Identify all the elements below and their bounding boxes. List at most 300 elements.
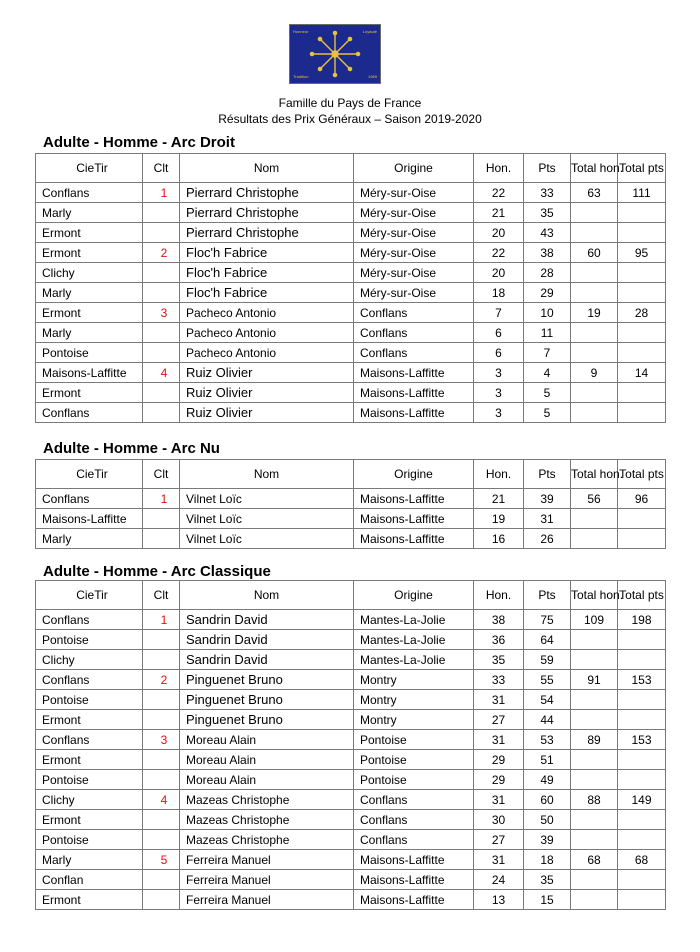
cell-total-hon: 56 xyxy=(571,489,618,509)
table-header-row xyxy=(36,154,666,183)
cell-pts: 18 xyxy=(524,850,571,870)
results-table xyxy=(35,153,666,423)
cell-pts: 50 xyxy=(524,810,571,830)
cell-hon: 31 xyxy=(474,730,524,750)
cell-origine: Maisons-Laffitte xyxy=(354,850,474,870)
column-header-nom: Nom xyxy=(180,460,354,489)
cell-cie: Conflans xyxy=(36,730,143,750)
cell-cie: Maisons-Laffitte xyxy=(36,363,143,383)
cell-origine: Maisons-Laffitte xyxy=(354,870,474,890)
cell-hon: 21 xyxy=(474,489,524,509)
cell-total-hon: 9 xyxy=(571,363,618,383)
table-row xyxy=(36,403,666,423)
cell-total-hon xyxy=(571,750,618,770)
cell-nom: Mazeas Christophe xyxy=(180,790,354,810)
table-row xyxy=(36,710,666,730)
cell-cie: Ermont xyxy=(36,223,143,243)
cell-total-hon: 63 xyxy=(571,183,618,203)
cell-cie: Ermont xyxy=(36,810,143,830)
cell-origine: Méry-sur-Oise xyxy=(354,243,474,263)
cell-total-pts xyxy=(618,870,666,890)
column-header-origine: Origine xyxy=(354,154,474,183)
cell-nom: Sandrin David xyxy=(180,630,354,650)
cell-total-pts: 149 xyxy=(618,790,666,810)
cell-clt: 3 xyxy=(143,730,180,750)
cell-origine: Maisons-Laffitte xyxy=(354,890,474,910)
cell-total-pts xyxy=(618,343,666,363)
cell-clt xyxy=(143,710,180,730)
cell-pts: 38 xyxy=(524,243,571,263)
column-header-nom: Nom xyxy=(180,581,354,610)
table-row xyxy=(36,810,666,830)
cell-total-pts: 28 xyxy=(618,303,666,323)
cell-clt xyxy=(143,263,180,283)
cell-nom: Pinguenet Bruno xyxy=(180,690,354,710)
cell-cie: Clichy xyxy=(36,790,143,810)
cell-pts: 49 xyxy=(524,770,571,790)
cell-origine: Maisons-Laffitte xyxy=(354,509,474,529)
cell-total-pts xyxy=(618,383,666,403)
cell-total-pts: 96 xyxy=(618,489,666,509)
cell-total-pts xyxy=(618,770,666,790)
cell-clt xyxy=(143,323,180,343)
cell-pts: 11 xyxy=(524,323,571,343)
cell-cie: Conflan xyxy=(36,870,143,890)
cell-nom: Pinguenet Bruno xyxy=(180,670,354,690)
cell-pts: 55 xyxy=(524,670,571,690)
cell-total-hon xyxy=(571,650,618,670)
column-header-cie: CieTir xyxy=(36,154,143,183)
cell-origine: Conflans xyxy=(354,303,474,323)
cell-hon: 30 xyxy=(474,810,524,830)
cell-cie: Ermont xyxy=(36,383,143,403)
table-row xyxy=(36,363,666,383)
cell-clt xyxy=(143,810,180,830)
cell-pts: 7 xyxy=(524,343,571,363)
cell-clt xyxy=(143,770,180,790)
cell-hon: 16 xyxy=(474,529,524,549)
cell-total-pts xyxy=(618,890,666,910)
cell-cie: Conflans xyxy=(36,610,143,630)
cell-hon: 20 xyxy=(474,223,524,243)
cell-cie: Maisons-Laffitte xyxy=(36,509,143,529)
column-header-cie: CieTir xyxy=(36,460,143,489)
cell-cie: Conflans xyxy=(36,489,143,509)
cell-clt xyxy=(143,630,180,650)
cell-cie: Clichy xyxy=(36,650,143,670)
table-row xyxy=(36,529,666,549)
cell-clt: 4 xyxy=(143,790,180,810)
cell-total-pts xyxy=(618,690,666,710)
cell-total-pts xyxy=(618,403,666,423)
column-header-nom: Nom xyxy=(180,154,354,183)
cell-clt: 4 xyxy=(143,363,180,383)
cell-clt xyxy=(143,529,180,549)
cell-origine: Maisons-Laffitte xyxy=(354,489,474,509)
table-row xyxy=(36,850,666,870)
cell-nom: Floc'h Fabrice xyxy=(180,263,354,283)
cell-pts: 53 xyxy=(524,730,571,750)
cell-origine: Pontoise xyxy=(354,750,474,770)
cell-pts: 64 xyxy=(524,630,571,650)
cell-total-hon xyxy=(571,343,618,363)
cell-total-hon xyxy=(571,810,618,830)
cell-clt: 1 xyxy=(143,183,180,203)
cell-cie: Pontoise xyxy=(36,770,143,790)
cell-nom: Sandrin David xyxy=(180,610,354,630)
cell-nom: Pierrard Christophe xyxy=(180,183,354,203)
column-header-origine: Origine xyxy=(354,581,474,610)
column-header-pts: Pts xyxy=(524,460,571,489)
cell-origine: Maisons-Laffitte xyxy=(354,403,474,423)
cell-hon: 3 xyxy=(474,363,524,383)
cell-total-hon xyxy=(571,283,618,303)
column-header-total-pts: Total pts xyxy=(618,581,666,610)
cell-origine: Maisons-Laffitte xyxy=(354,529,474,549)
cell-hon: 27 xyxy=(474,830,524,850)
cell-clt xyxy=(143,283,180,303)
cell-clt: 3 xyxy=(143,303,180,323)
cell-pts: 60 xyxy=(524,790,571,810)
cell-total-hon: 68 xyxy=(571,850,618,870)
cell-pts: 43 xyxy=(524,223,571,243)
cell-clt xyxy=(143,870,180,890)
cell-nom: Ruiz Olivier xyxy=(180,403,354,423)
table-row xyxy=(36,343,666,363)
table-row xyxy=(36,489,666,509)
cell-clt: 1 xyxy=(143,610,180,630)
cell-pts: 75 xyxy=(524,610,571,630)
header-line-1: Famille du Pays de France xyxy=(278,96,422,110)
cell-total-pts xyxy=(618,263,666,283)
cell-pts: 26 xyxy=(524,529,571,549)
cell-total-hon: 89 xyxy=(571,730,618,750)
cell-clt: 2 xyxy=(143,670,180,690)
cell-pts: 39 xyxy=(524,489,571,509)
cell-origine: Méry-sur-Oise xyxy=(354,283,474,303)
cell-total-hon xyxy=(571,223,618,243)
cell-pts: 4 xyxy=(524,363,571,383)
cell-cie: Ermont xyxy=(36,750,143,770)
results-table xyxy=(35,580,666,910)
table-row xyxy=(36,183,666,203)
cell-hon: 22 xyxy=(474,243,524,263)
logo-text-bl: Tradition xyxy=(293,74,309,79)
column-header-total-pts: Total pts xyxy=(618,460,666,489)
table-row xyxy=(36,670,666,690)
cell-clt xyxy=(143,403,180,423)
cell-hon: 7 xyxy=(474,303,524,323)
cell-total-hon xyxy=(571,870,618,890)
cell-nom: Pacheco Antonio xyxy=(180,323,354,343)
cell-origine: Conflans xyxy=(354,810,474,830)
cell-total-pts xyxy=(618,283,666,303)
table-row xyxy=(36,323,666,343)
cell-nom: Ferreira Manuel xyxy=(180,850,354,870)
cell-total-hon xyxy=(571,710,618,730)
cell-cie: Pontoise xyxy=(36,690,143,710)
cell-hon: 35 xyxy=(474,650,524,670)
cell-cie: Clichy xyxy=(36,263,143,283)
cell-hon: 29 xyxy=(474,770,524,790)
cell-clt xyxy=(143,690,180,710)
cell-pts: 35 xyxy=(524,203,571,223)
cell-total-pts: 68 xyxy=(618,850,666,870)
cell-nom: Pierrard Christophe xyxy=(180,223,354,243)
cell-nom: Vilnet Loïc xyxy=(180,509,354,529)
cell-total-hon xyxy=(571,403,618,423)
cell-total-pts: 14 xyxy=(618,363,666,383)
cell-hon: 31 xyxy=(474,790,524,810)
cell-clt xyxy=(143,890,180,910)
cell-hon: 21 xyxy=(474,203,524,223)
cell-origine: Montry xyxy=(354,690,474,710)
table-row xyxy=(36,263,666,283)
cell-total-pts xyxy=(618,810,666,830)
cell-nom: Moreau Alain xyxy=(180,770,354,790)
cell-clt xyxy=(143,383,180,403)
column-header-hon: Hon. xyxy=(474,460,524,489)
cell-total-hon xyxy=(571,630,618,650)
table-row xyxy=(36,383,666,403)
cell-origine: Pontoise xyxy=(354,770,474,790)
cell-nom: Ferreira Manuel xyxy=(180,870,354,890)
cell-total-pts xyxy=(618,630,666,650)
table-row xyxy=(36,650,666,670)
cell-cie: Conflans xyxy=(36,183,143,203)
cell-total-pts: 153 xyxy=(618,730,666,750)
cell-pts: 51 xyxy=(524,750,571,770)
cell-pts: 5 xyxy=(524,403,571,423)
cell-hon: 27 xyxy=(474,710,524,730)
cell-total-hon xyxy=(571,830,618,850)
cell-total-pts xyxy=(618,650,666,670)
section-title: Adulte - Homme - Arc Droit xyxy=(43,134,235,151)
cell-hon: 38 xyxy=(474,610,524,630)
cell-cie: Pontoise xyxy=(36,630,143,650)
cell-total-hon xyxy=(571,529,618,549)
cell-total-hon xyxy=(571,383,618,403)
cell-cie: Marly xyxy=(36,323,143,343)
cell-cie: Conflans xyxy=(36,670,143,690)
cell-total-hon xyxy=(571,203,618,223)
column-header-total-hon: Total hon. xyxy=(571,581,618,610)
cell-origine: Méry-sur-Oise xyxy=(354,263,474,283)
cell-total-pts: 95 xyxy=(618,243,666,263)
cell-cie: Marly xyxy=(36,850,143,870)
table-row xyxy=(36,509,666,529)
cell-total-hon xyxy=(571,890,618,910)
cell-hon: 29 xyxy=(474,750,524,770)
cell-total-hon: 109 xyxy=(571,610,618,630)
cell-origine: Méry-sur-Oise xyxy=(354,203,474,223)
cell-total-pts: 153 xyxy=(618,670,666,690)
cell-origine: Maisons-Laffitte xyxy=(354,363,474,383)
cell-hon: 6 xyxy=(474,343,524,363)
cell-nom: Mazeas Christophe xyxy=(180,830,354,850)
cell-nom: Pinguenet Bruno xyxy=(180,710,354,730)
logo-text-br: 1969 xyxy=(368,74,377,79)
cell-nom: Moreau Alain xyxy=(180,750,354,770)
club-logo xyxy=(289,24,381,84)
table-row xyxy=(36,770,666,790)
cell-clt xyxy=(143,750,180,770)
cell-hon: 18 xyxy=(474,283,524,303)
table-row xyxy=(36,690,666,710)
cell-pts: 35 xyxy=(524,870,571,890)
cell-total-hon xyxy=(571,770,618,790)
column-header-hon: Hon. xyxy=(474,581,524,610)
cell-clt: 2 xyxy=(143,243,180,263)
table-row xyxy=(36,890,666,910)
table-row xyxy=(36,203,666,223)
cell-total-hon: 60 xyxy=(571,243,618,263)
cell-total-pts: 111 xyxy=(618,183,666,203)
table-row xyxy=(36,730,666,750)
cell-total-hon xyxy=(571,323,618,343)
cell-cie: Marly xyxy=(36,203,143,223)
cell-clt xyxy=(143,509,180,529)
cell-total-pts: 198 xyxy=(618,610,666,630)
table-row xyxy=(36,630,666,650)
cell-pts: 29 xyxy=(524,283,571,303)
cell-hon: 33 xyxy=(474,670,524,690)
cell-origine: Pontoise xyxy=(354,730,474,750)
cell-total-hon: 88 xyxy=(571,790,618,810)
cell-total-pts xyxy=(618,750,666,770)
cell-total-pts xyxy=(618,509,666,529)
table-row xyxy=(36,750,666,770)
cell-origine: Mantes-La-Jolie xyxy=(354,610,474,630)
cell-cie: Ermont xyxy=(36,710,143,730)
cell-hon: 3 xyxy=(474,383,524,403)
cell-hon: 6 xyxy=(474,323,524,343)
section-title: Adulte - Homme - Arc Classique xyxy=(43,563,271,580)
cell-origine: Maisons-Laffitte xyxy=(354,383,474,403)
table-row xyxy=(36,790,666,810)
table-row xyxy=(36,283,666,303)
table-row xyxy=(36,243,666,263)
cell-hon: 36 xyxy=(474,630,524,650)
cell-clt xyxy=(143,650,180,670)
cell-origine: Méry-sur-Oise xyxy=(354,183,474,203)
cell-nom: Ruiz Olivier xyxy=(180,363,354,383)
cell-total-hon xyxy=(571,690,618,710)
cell-total-hon: 19 xyxy=(571,303,618,323)
cell-origine: Conflans xyxy=(354,790,474,810)
table-row xyxy=(36,223,666,243)
cell-total-pts xyxy=(618,710,666,730)
column-header-total-pts: Total pts xyxy=(618,154,666,183)
cell-origine: Méry-sur-Oise xyxy=(354,223,474,243)
cell-cie: Ermont xyxy=(36,890,143,910)
column-header-pts: Pts xyxy=(524,581,571,610)
cell-clt xyxy=(143,343,180,363)
table-header-row xyxy=(36,581,666,610)
results-table xyxy=(35,459,666,549)
table-row xyxy=(36,830,666,850)
cell-origine: Conflans xyxy=(354,323,474,343)
column-header-clt: Clt xyxy=(143,581,180,610)
column-header-clt: Clt xyxy=(143,154,180,183)
cell-nom: Mazeas Christophe xyxy=(180,810,354,830)
cell-pts: 39 xyxy=(524,830,571,850)
cell-hon: 22 xyxy=(474,183,524,203)
cell-nom: Ferreira Manuel xyxy=(180,890,354,910)
cell-total-hon xyxy=(571,509,618,529)
cell-hon: 19 xyxy=(474,509,524,529)
cell-nom: Vilnet Loïc xyxy=(180,529,354,549)
section-title: Adulte - Homme - Arc Nu xyxy=(43,440,220,457)
cell-origine: Conflans xyxy=(354,343,474,363)
cell-total-pts xyxy=(618,203,666,223)
cell-nom: Floc'h Fabrice xyxy=(180,283,354,303)
cell-pts: 44 xyxy=(524,710,571,730)
cell-hon: 31 xyxy=(474,850,524,870)
cell-nom: Pierrard Christophe xyxy=(180,203,354,223)
cell-pts: 33 xyxy=(524,183,571,203)
cell-cie: Ermont xyxy=(36,303,143,323)
cell-pts: 5 xyxy=(524,383,571,403)
cell-total-pts xyxy=(618,323,666,343)
logo-text-tr: Loyauté xyxy=(362,29,377,34)
cell-pts: 15 xyxy=(524,890,571,910)
cell-origine: Mantes-La-Jolie xyxy=(354,630,474,650)
cell-nom: Pacheco Antonio xyxy=(180,343,354,363)
column-header-origine: Origine xyxy=(354,460,474,489)
cell-pts: 59 xyxy=(524,650,571,670)
cell-pts: 54 xyxy=(524,690,571,710)
cell-pts: 31 xyxy=(524,509,571,529)
cell-hon: 31 xyxy=(474,690,524,710)
cell-clt xyxy=(143,223,180,243)
cell-total-pts xyxy=(618,529,666,549)
cell-origine: Montry xyxy=(354,710,474,730)
cell-clt: 1 xyxy=(143,489,180,509)
cell-total-pts xyxy=(618,830,666,850)
cell-origine: Montry xyxy=(354,670,474,690)
table-row xyxy=(36,870,666,890)
header-line-2: Résultats des Prix Généraux – Saison 2019-2020 xyxy=(218,112,482,126)
cell-origine: Mantes-La-Jolie xyxy=(354,650,474,670)
cell-cie: Pontoise xyxy=(36,343,143,363)
cell-cie: Ermont xyxy=(36,243,143,263)
cell-nom: Sandrin David xyxy=(180,650,354,670)
cell-cie: Marly xyxy=(36,529,143,549)
cell-hon: 13 xyxy=(474,890,524,910)
cell-nom: Ruiz Olivier xyxy=(180,383,354,403)
cell-nom: Floc'h Fabrice xyxy=(180,243,354,263)
cell-nom: Pacheco Antonio xyxy=(180,303,354,323)
table-row xyxy=(36,610,666,630)
cell-nom: Moreau Alain xyxy=(180,730,354,750)
cell-clt: 5 xyxy=(143,850,180,870)
logo-text-tl: Honneur xyxy=(293,29,309,34)
column-header-cie: CieTir xyxy=(36,581,143,610)
cell-hon: 24 xyxy=(474,870,524,890)
cell-total-hon xyxy=(571,263,618,283)
cell-pts: 10 xyxy=(524,303,571,323)
cell-clt xyxy=(143,830,180,850)
table-header-row xyxy=(36,460,666,489)
cell-total-pts xyxy=(618,223,666,243)
cell-hon: 20 xyxy=(474,263,524,283)
cell-cie: Conflans xyxy=(36,403,143,423)
column-header-hon: Hon. xyxy=(474,154,524,183)
cell-cie: Marly xyxy=(36,283,143,303)
column-header-total-hon: Total hon. xyxy=(571,154,618,183)
cell-clt xyxy=(143,203,180,223)
